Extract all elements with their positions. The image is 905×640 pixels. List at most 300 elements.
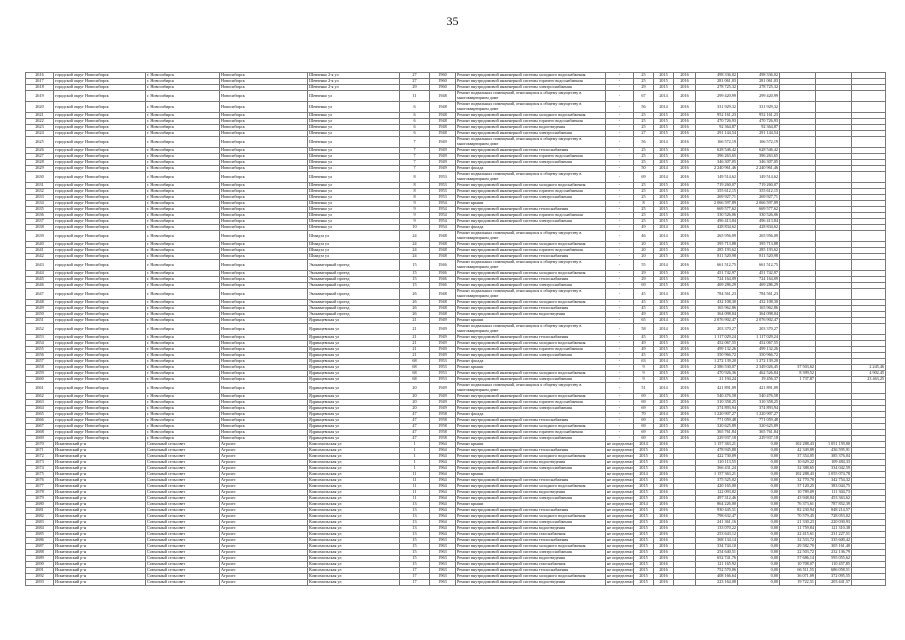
table-cell: 2016 (674, 418, 696, 424)
table-cell: 24 (400, 248, 430, 254)
table-cell: 1958 (430, 412, 456, 418)
table-cell: 121 165,92 (696, 562, 738, 568)
table-cell: 2646 (26, 283, 54, 289)
table-cell: Ремонт внутридомовой инженерной системы холодного водоснабжения (456, 113, 606, 119)
table-cell: Шевченко ул (308, 119, 400, 125)
table-cell: г. Новосибирск (146, 260, 220, 271)
table-cell: 372 095,55 (816, 574, 852, 580)
table-cell: - (606, 383, 634, 394)
table-cell: 203 441,57 (816, 580, 852, 586)
table-cell: Ремонт фасада (456, 412, 606, 418)
table-cell: Ремонт внутридомовой инженерной системы горячего водоснабжения (456, 430, 606, 436)
table-cell: Шевченко ул (308, 160, 400, 166)
table-cell: Ремонт внутридомовой инженерной системы теплоснабжения (456, 254, 606, 260)
table-cell: 1963 (430, 556, 456, 562)
table-cell: 25 (634, 219, 654, 225)
table-cell: 2016 (674, 318, 696, 324)
table-cell: Ядринцевская ул (308, 341, 400, 347)
table-cell: 1 051 159,00 (816, 442, 852, 448)
table-cell: 0,00 (738, 538, 780, 544)
table-cell: 2016 (654, 538, 674, 544)
table-cell: 1963 (430, 550, 456, 556)
table-cell: 2016 (674, 166, 696, 172)
table-cell: 19 722,51 (780, 580, 816, 586)
table-cell: 661 512,75 (738, 260, 780, 271)
table-cell: Комсомольская ул (308, 442, 400, 448)
table-cell: 9 (400, 219, 430, 225)
table-cell: 305 161,40 (816, 544, 852, 550)
table-cell: Искитимский р-н (54, 556, 146, 562)
table-cell: 2 349 026,45 (738, 365, 780, 371)
table-cell: 0,00 (738, 574, 780, 580)
table-cell: Новосибирск (220, 201, 308, 207)
table-cell: городской округ Новосибирск (54, 248, 146, 254)
table-cell: 2015 (634, 544, 654, 550)
table-cell: Новосибирск (220, 213, 308, 219)
table-cell: 2016 (674, 289, 696, 300)
table-cell: Искитимский р-н (54, 454, 146, 460)
table-cell: городской округ Новосибирск (54, 154, 146, 160)
table-cell: Новосибирск (220, 195, 308, 201)
table-cell: 2016 (674, 201, 696, 207)
table-cell: 229 937,18 (738, 436, 780, 442)
table-cell: 1953 (430, 365, 456, 371)
table-cell: Комсомольская ул (308, 532, 400, 538)
table-cell: 395 713,88 (738, 242, 780, 248)
table-cell: Новосибирск (220, 225, 308, 231)
table-cell: Ремонт внутридомовой инженерной системы холодного водоснабжения (456, 183, 606, 189)
table-cell: Ремонт внутридомовой инженерной системы водоотведения (456, 312, 606, 318)
table-cell: 25 (634, 79, 654, 85)
table-cell: г. Новосибирск (146, 359, 220, 365)
table-cell: 2016 (674, 119, 696, 125)
table-cell (816, 383, 852, 394)
table-cell: городской округ Новосибирск (54, 254, 146, 260)
table-cell: 719 260,07 (738, 183, 780, 189)
table-cell: 1949 (430, 148, 456, 154)
table-cell: 1964 (430, 472, 456, 478)
table-cell: 203 370,27 (696, 324, 738, 335)
table-cell: - (606, 119, 634, 125)
table-cell: Ремонт внутридомовой инженерной системы электроснабжения (456, 520, 606, 526)
table-cell: - (606, 213, 634, 219)
table-cell (816, 231, 852, 242)
table-cell: 2014 (654, 289, 674, 300)
table-cell: 2015 (654, 341, 674, 347)
table-cell: 1 (400, 442, 430, 448)
table-cell: 428 834,62 (696, 225, 738, 231)
table-cell: 2015 (654, 353, 674, 359)
table-cell: 436 595,91 (816, 448, 852, 454)
table-cell: Ремонт внутридомовой инженерной системы теплоснабжения (456, 306, 606, 312)
table-cell: г. Новосибирск (146, 283, 220, 289)
table-cell: 265 956,09 (738, 231, 780, 242)
table-cell: 408 166,64 (696, 574, 738, 580)
table-cell: 220 030,93 (816, 520, 852, 526)
table-cell: Ремонт подвальных помещений, относящихся к общему имуществу в многоквартирном доме (456, 231, 606, 242)
table-cell: 2016 (654, 448, 674, 454)
table-cell: 1949 (430, 394, 456, 400)
table-cell: 55 (634, 260, 654, 271)
table-cell: Новосибирск (220, 359, 308, 365)
table-cell: 2634 (26, 201, 54, 207)
table-cell: 32 388,65 (780, 466, 816, 472)
table-cell: 6 (400, 113, 430, 119)
table-row (26, 289, 886, 300)
table-cell: 254 640,51 (696, 550, 738, 556)
table-cell: 47 (400, 436, 430, 442)
table-cell: городской округ Новосибирск (54, 283, 146, 289)
table-cell: Шевченко ул (308, 113, 400, 119)
table-cell: 11 (400, 484, 430, 490)
table-cell: Комсомольская ул (308, 448, 400, 454)
table-cell: 2016 (674, 113, 696, 119)
table-cell: Совхозный сельсовет (146, 490, 220, 496)
table-cell: 11 759,84 (780, 526, 816, 532)
table-cell: 2015 (654, 148, 674, 154)
table-cell: 1964 (430, 496, 456, 502)
table-cell: Ремонт внутридомовой инженерной системы водоотведения (456, 460, 606, 466)
table-cell: 2014 (654, 91, 674, 102)
table-cell: Агролес (220, 472, 308, 478)
table-cell: Новосибирск (220, 312, 308, 318)
table-cell: 1964 (430, 466, 456, 472)
table-cell: 1949 (430, 400, 456, 406)
table-cell: 166 572,19 (738, 137, 780, 148)
table-cell: Новосибирск (220, 424, 308, 430)
table-cell: 2665 (26, 412, 54, 418)
table-cell: - (606, 207, 634, 213)
table-cell: Шмидта ул (308, 242, 400, 248)
table-cell: - (606, 189, 634, 195)
table-cell: Совхозный сельсовет (146, 496, 220, 502)
table-cell: Агролес (220, 550, 308, 556)
table-cell: Ремонт внутридомовой инженерной системы горячего водоснабжения (456, 248, 606, 254)
table-cell: 2016 (674, 137, 696, 148)
table-cell: 2016 (674, 148, 696, 154)
table-cell: Новосибирск (220, 189, 308, 195)
table-cell: г. Новосибирск (146, 225, 220, 231)
table-cell: 2680 (26, 502, 54, 508)
table-cell: Новосибирск (220, 371, 308, 377)
table-cell: Шевченко ул (308, 131, 400, 137)
table-cell: 2016 (674, 172, 696, 183)
table-cell: Ремонт внутридомовой инженерной системы горячего водоснабжения (456, 189, 606, 195)
table-cell: 4 902,45 (852, 371, 886, 377)
table-cell: городской округ Новосибирск (54, 148, 146, 154)
table-cell: 9 (634, 377, 654, 383)
table-cell: г. Новосибирск (146, 131, 220, 137)
table-cell (852, 289, 886, 300)
table-cell: Совхозный сельсовет (146, 544, 220, 550)
table-cell: 374 893,94 (696, 406, 738, 412)
table-cell: 2671 (26, 448, 54, 454)
table-cell: 2016 (674, 225, 696, 231)
table-cell: Комсомольская ул (308, 550, 400, 556)
table-cell (780, 383, 816, 394)
table-cell: 1954 (430, 219, 456, 225)
table-cell: 25 (634, 195, 654, 201)
table-cell: 661 512,75 (696, 260, 738, 271)
table-cell: 2016 (674, 400, 696, 406)
table-cell: - (606, 436, 634, 442)
table-cell: городской округ Новосибирск (54, 125, 146, 131)
table-cell: 1949 (430, 383, 456, 394)
table-cell: 2681 (26, 508, 54, 514)
table-cell: 0,00 (738, 454, 780, 460)
table-cell: 346 307,05 (696, 160, 738, 166)
table-cell: 1964 (430, 514, 456, 520)
table-cell: 46 (634, 231, 654, 242)
table-cell: 0,00 (738, 526, 780, 532)
table-cell: Искитимский р-н (54, 544, 146, 550)
table-cell: Совхозный сельсовет (146, 532, 220, 538)
table-cell: Совхозный сельсовет (146, 574, 220, 580)
table-cell: 2016 (654, 508, 674, 514)
table-cell: 21 (400, 341, 430, 347)
table-cell: г. Новосибирск (146, 318, 220, 324)
table-cell: 848 214,57 (816, 508, 852, 514)
table-cell: Ремонт внутридомовой инженерной системы газоснабжения (456, 532, 606, 538)
table-cell: 320 625,89 (696, 424, 738, 430)
table-cell: Комсомольская ул (308, 514, 400, 520)
table-cell: 51 (634, 383, 654, 394)
table-cell: - (606, 183, 634, 189)
table-cell: 25 (634, 73, 654, 79)
table-cell: 25 (634, 119, 654, 125)
table-cell: 2016 (674, 219, 696, 225)
table-cell: Комсомольская ул (308, 472, 400, 478)
table-cell: 2640 (26, 242, 54, 248)
page-number: 35 (446, 14, 459, 28)
table-cell: Комсомольская ул (308, 562, 400, 568)
table-cell: - (606, 430, 634, 436)
table-cell: Агролес (220, 454, 308, 460)
table-cell: 368 134,14 (696, 538, 738, 544)
table-cell: Ядринцевская ул (308, 359, 400, 365)
table-cell: 2683 (26, 520, 54, 526)
table-cell: 82 230,94 (780, 508, 816, 514)
table-cell: 1963 (430, 574, 456, 580)
table-cell: г. Новосибирск (146, 277, 220, 283)
table-cell: Комсомольская ул (308, 502, 400, 508)
table-cell: 2015 (634, 550, 654, 556)
table-cell: Совхозный сельсовет (146, 556, 220, 562)
table-cell: Совхозный сельсовет (146, 538, 220, 544)
table-cell: Ремонт внутридомовой инженерной системы теплоснабжения (456, 418, 606, 424)
table-cell: Комсомольская ул (308, 490, 400, 496)
table-cell: 1963 (430, 580, 456, 586)
table-cell: Новосибирск (220, 335, 308, 341)
table-cell: г. Новосибирск (146, 324, 220, 335)
table-cell: - (606, 225, 634, 231)
table-cell: 2015 (654, 79, 674, 85)
table-cell: Искитимский р-н (54, 442, 146, 448)
table-cell: Экскаваторный проезд (308, 289, 400, 300)
table-cell: 25 (634, 207, 654, 213)
table-cell: 724 164,09 (738, 277, 780, 283)
table-cell: 27 (400, 73, 430, 79)
table-cell: 2016 (654, 562, 674, 568)
table-cell: 1949 (430, 353, 456, 359)
table-cell: 70 (634, 412, 654, 418)
table-cell: Искитимский р-н (54, 484, 146, 490)
table-cell: Ремонт внутридомовой инженерной системы горячего водоснабжения (456, 213, 606, 219)
table-cell: 2016 (674, 125, 696, 131)
table-cell: 1954 (430, 225, 456, 231)
table-cell: Агролес (220, 460, 308, 466)
table-cell: 0,00 (738, 496, 780, 502)
table-cell: не определено (607, 471, 633, 477)
table-cell: 784 561,23 (696, 289, 738, 300)
table-cell (852, 91, 886, 102)
table-cell: 1963 (430, 544, 456, 550)
table-cell: 452 067,55 (696, 341, 738, 347)
table-cell: 1958 (430, 424, 456, 430)
table-cell: Совхозный сельсовет (146, 568, 220, 574)
table-cell: 1964 (430, 526, 456, 532)
table-cell: 2647 (26, 289, 54, 300)
table-cell: 1953 (430, 359, 456, 365)
table-cell: городской округ Новосибирск (54, 131, 146, 137)
table-cell: 17 (400, 574, 430, 580)
table-cell: городской округ Новосибирск (54, 172, 146, 183)
table-cell: 2015 (634, 478, 654, 484)
table-cell: 2015 (654, 73, 674, 79)
table-cell: 451 742,97 (696, 271, 738, 277)
table-cell: Новосибирск (220, 125, 308, 131)
table-cell: 1949 (430, 318, 456, 324)
table-cell (852, 383, 886, 394)
table-cell: 1953 (430, 183, 456, 189)
table-cell: Новосибирск (220, 254, 308, 260)
table-cell: Экскаваторный проезд (308, 260, 400, 271)
table-cell: 366 431,24 (696, 466, 738, 472)
table-cell: 2016 (674, 79, 696, 85)
table-cell: Ядринцевская ул (308, 371, 400, 377)
table-cell: Ремонт внутридомовой инженерной системы теплоснабжения (456, 277, 606, 283)
table-cell: Ядринцевская ул (308, 406, 400, 412)
table-cell: 24 (400, 231, 430, 242)
table-cell: не определено (607, 477, 633, 483)
table-cell: 10 708,07 (780, 562, 816, 568)
table-cell: 2625 (26, 137, 54, 148)
table-cell: Совхозный сельсовет (146, 580, 220, 586)
table-cell: 2626 (26, 148, 54, 154)
table-cell: 1964 (430, 520, 456, 526)
table-cell: г. Новосибирск (146, 125, 220, 131)
table-cell: 13 (400, 526, 430, 532)
table-cell: Новосибирск (220, 353, 308, 359)
table-cell: 37 354,05 (780, 454, 816, 460)
table-cell: 1948 (430, 254, 456, 260)
table-cell: Шевченко ул (308, 195, 400, 201)
table-cell: 1 (400, 466, 430, 472)
table-cell: 2015 (654, 306, 674, 312)
table-cell: 22 503,72 (780, 550, 816, 556)
table-cell: 2015 (654, 125, 674, 131)
table-cell: Ремонт внутридомовой инженерной системы горячего водоснабжения (456, 119, 606, 125)
table-cell: 2014 (654, 359, 674, 365)
table-cell: 24 (400, 242, 430, 248)
table-cell: 331 929,32 (738, 102, 780, 113)
capital-repair-table (25, 72, 886, 586)
table-cell: 2014 (634, 442, 654, 448)
table-cell: г. Новосибирск (146, 219, 220, 225)
table-cell: городской округ Новосибирск (54, 418, 146, 424)
table-cell: 2616 (26, 73, 54, 79)
table-cell: 2678 (26, 490, 54, 496)
table-cell: 56 (634, 137, 654, 148)
table-cell: Новосибирск (220, 102, 308, 113)
table-cell: Ремонт фасада (456, 166, 606, 172)
table-cell: 798 632,47 (696, 514, 738, 520)
table-cell: 669 577,62 (696, 207, 738, 213)
table-cell: 291 144,54 (738, 131, 780, 137)
table-cell: Ремонт внутридомовой инженерной системы холодного водоснабжения (456, 484, 606, 490)
table-cell: 58 (634, 324, 654, 335)
table-cell: 2687 (26, 544, 54, 550)
table-cell: 2015 (654, 436, 674, 442)
table-cell: 2016 (654, 514, 674, 520)
table-cell: 0,00 (738, 550, 780, 556)
table-cell: не определено (607, 453, 633, 459)
table-cell: 1 737,87 (780, 377, 816, 383)
table-cell: не определено (607, 561, 633, 567)
table-cell: 102 288,43 (780, 472, 816, 478)
table-cell: Новосибирск (220, 430, 308, 436)
table-cell: Ремонт внутридомовой инженерной системы теплоснабжения (456, 568, 606, 574)
table-cell: 2015 (654, 195, 674, 201)
table-cell: 540 476,58 (738, 394, 780, 400)
table-cell: 452 067,55 (738, 341, 780, 347)
table-cell (816, 172, 852, 183)
table-cell: не определено (607, 459, 633, 465)
table-cell: Искитимский р-н (54, 502, 146, 508)
table-cell: 1960 (430, 73, 456, 79)
table-cell: 2015 (654, 154, 674, 160)
table-cell: 2016 (654, 544, 674, 550)
table-cell: 25 (634, 160, 654, 166)
table-cell: 2015 (634, 460, 654, 466)
table-cell: 2690 (26, 562, 54, 568)
table-cell: 2016 (654, 454, 674, 460)
table-cell: Ремонт подвальных помещений, относящихся к общему имуществу в многоквартирном доме (456, 172, 606, 183)
table-cell: 1960 (430, 85, 456, 91)
table-cell: Ремонт внутридомовой инженерной системы электроснабжения (456, 219, 606, 225)
table-cell: - (606, 283, 634, 289)
table-cell: 2016 (674, 359, 696, 365)
table-cell: 37 503,62 (780, 365, 816, 371)
table-cell: городской округ Новосибирск (54, 85, 146, 91)
table-cell: 320 625,89 (738, 424, 780, 430)
table-cell: Новосибирск (220, 73, 308, 79)
table-cell: не определено (607, 507, 633, 513)
table-cell: Ремонт подвальных помещений, относящихся к общему имуществу в многоквартирном доме (456, 102, 606, 113)
table-cell: 0,00 (738, 442, 780, 448)
table-cell: г. Новосибирск (146, 113, 220, 119)
table-cell (816, 324, 852, 335)
table-cell: 787 852,39 (816, 502, 852, 508)
table-cell: Агролес (220, 580, 308, 586)
table-cell: 2689 (26, 556, 54, 562)
table-cell: 2668 (26, 430, 54, 436)
table-cell: 45 (634, 353, 654, 359)
table-cell: Новосибирск (220, 412, 308, 418)
table-cell: 21 (400, 324, 430, 335)
table-cell: городской округ Новосибирск (54, 300, 146, 306)
table-cell: - (606, 85, 634, 91)
